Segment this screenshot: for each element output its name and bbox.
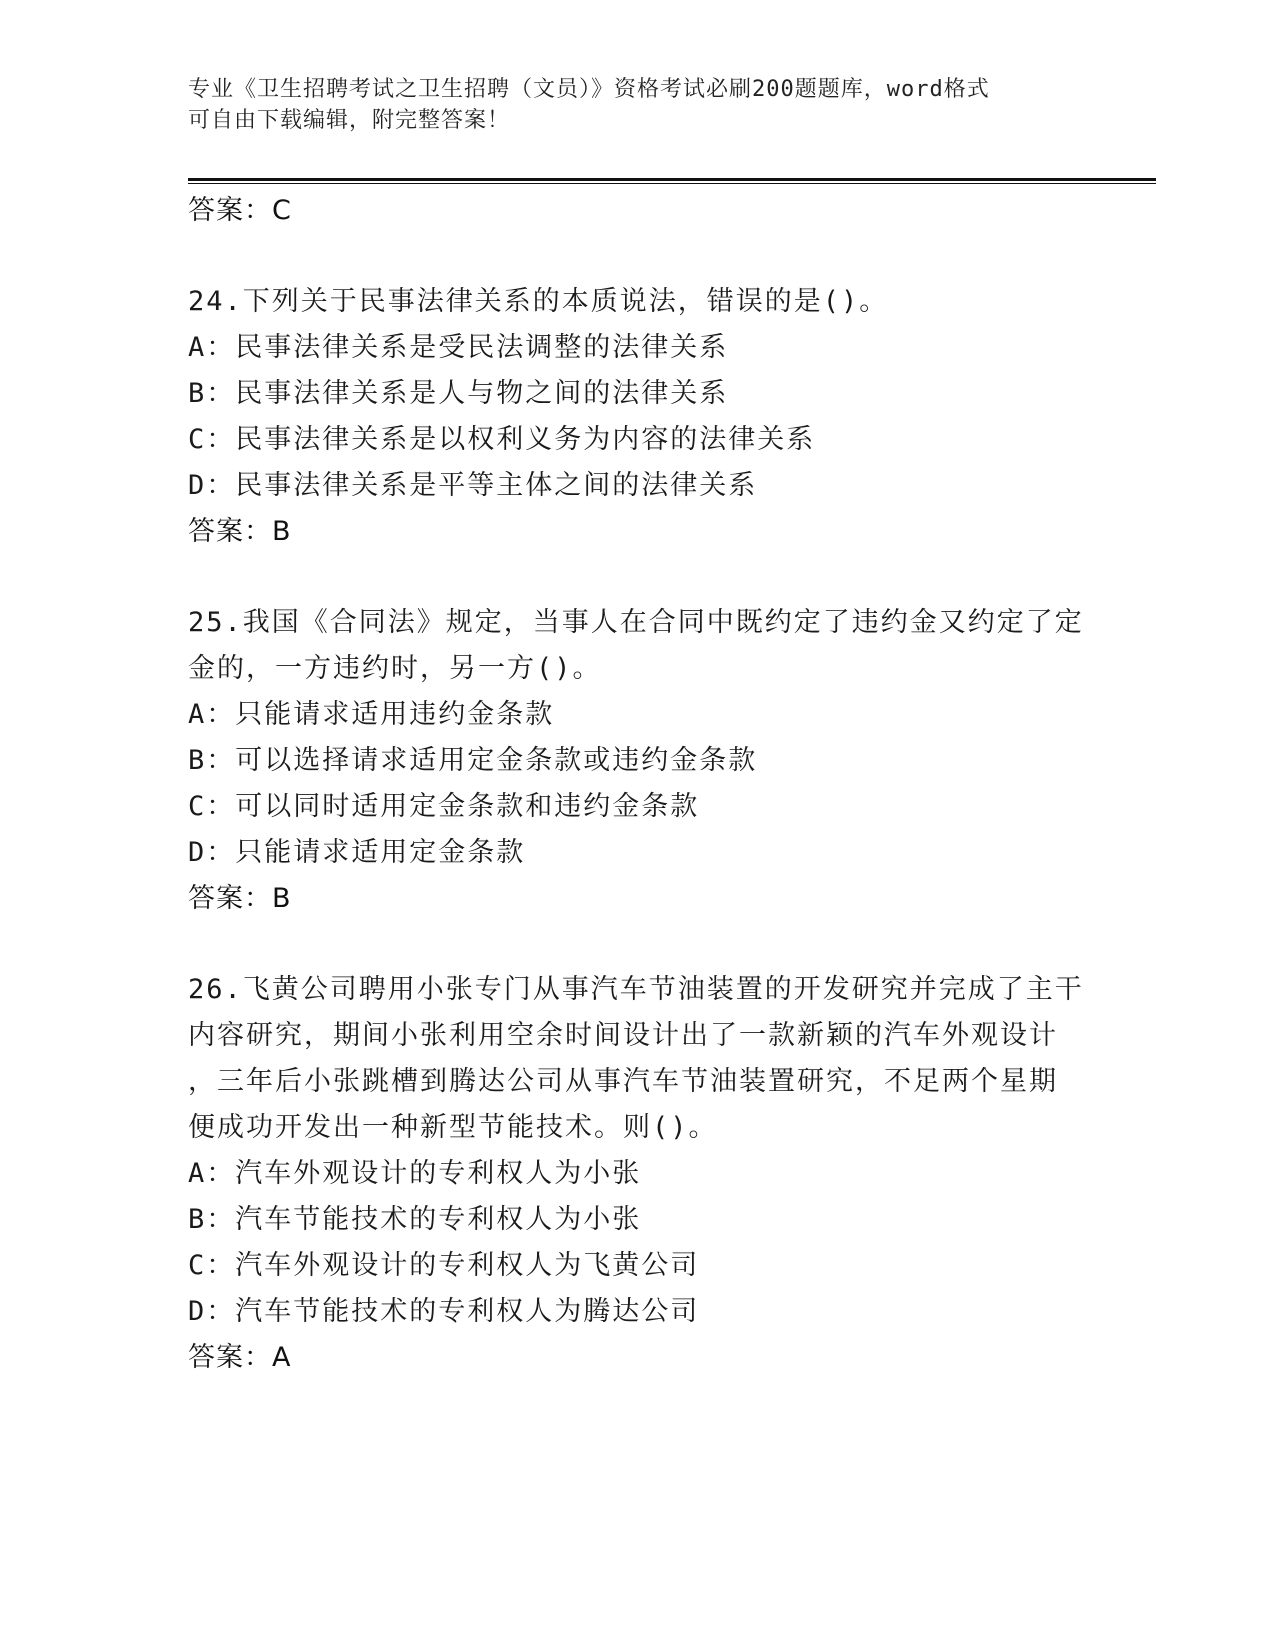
- option-d: D：汽车节能技术的专利权人为腾达公司: [188, 1296, 700, 1327]
- option-a: A：民事法律关系是受民法调整的法律关系: [188, 332, 729, 363]
- question-26: [188, 967, 1088, 1381]
- question-25: [188, 600, 1088, 922]
- spacer: [188, 922, 1088, 967]
- option-b: B：汽车节能技术的专利权人为小张: [188, 1204, 642, 1235]
- question-list: [188, 188, 1088, 1381]
- spacer: [188, 234, 1088, 279]
- option-c: C：汽车外观设计的专利权人为飞黄公司: [188, 1250, 700, 1281]
- question-stem-line: 24.下列关于民事法律关系的本质说法，错误的是()。: [188, 286, 889, 317]
- header-divider-thick: [188, 178, 1156, 181]
- question-stem: [188, 600, 1088, 692]
- header-line-2: 可自由下载编辑，附完整答案！: [188, 108, 511, 133]
- header-line-1: 专业《卫生招聘考试之卫生招聘（文员）》资格考试必刷200题题库，word格式: [188, 77, 990, 102]
- option-c: C：可以同时适用定金条款和违约金条款: [188, 791, 700, 822]
- answer-label: 答案：B: [188, 883, 292, 914]
- document-header: [188, 74, 1088, 136]
- question-stem-line: 25.我国《合同法》规定，当事人在合同中既约定了违约金又约定了定: [188, 607, 1084, 638]
- question-stem-line: 金的，一方违约时，另一方()。: [188, 653, 602, 684]
- question-stem: [188, 967, 1088, 1151]
- question-stem-line: 内容研究，期间小张利用空余时间设计出了一款新颖的汽车外观设计: [188, 1020, 1058, 1051]
- question-stem: [188, 279, 1088, 325]
- spacer: [188, 555, 1088, 600]
- option-d: D：只能请求适用定金条款: [188, 837, 526, 868]
- question-24: [188, 279, 1088, 555]
- answer-label-q23: 答案：C: [188, 195, 292, 226]
- question-stem-line: ，三年后小张跳槽到腾达公司从事汽车节油装置研究，不足两个星期: [188, 1066, 1058, 1097]
- question-stem-line: 便成功开发出一种新型节能技术。则()。: [188, 1112, 718, 1143]
- header-divider-thin: [188, 183, 1156, 184]
- question-stem-line: 26.飞黄公司聘用小张专门从事汽车节油装置的开发研究并完成了主干: [188, 974, 1084, 1005]
- option-d: D：民事法律关系是平等主体之间的法律关系: [188, 470, 758, 501]
- answer-label: 答案：B: [188, 516, 292, 547]
- option-b: B：可以选择请求适用定金条款或违约金条款: [188, 745, 758, 776]
- option-c: C：民事法律关系是以权利义务为内容的法律关系: [188, 424, 816, 455]
- answer-label: 答案：A: [188, 1342, 292, 1373]
- option-b: B：民事法律关系是人与物之间的法律关系: [188, 378, 729, 409]
- option-a: A：汽车外观设计的专利权人为小张: [188, 1158, 642, 1189]
- option-a: A：只能请求适用违约金条款: [188, 699, 555, 730]
